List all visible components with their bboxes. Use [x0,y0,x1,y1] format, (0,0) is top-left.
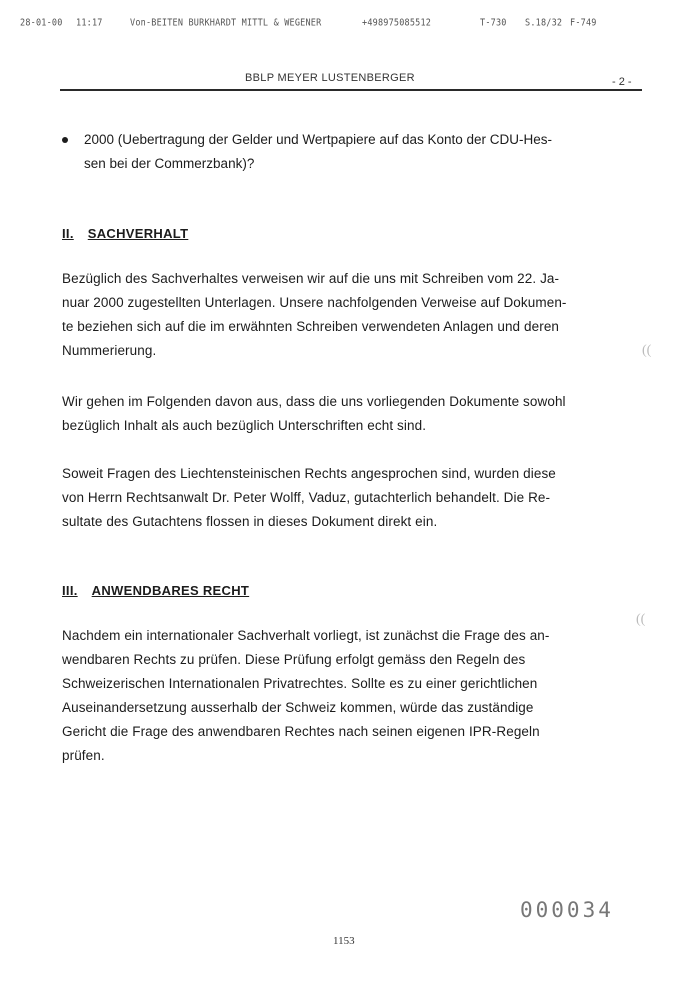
section-title: SACHVERHALT [87,226,189,241]
section-heading-anwendbares-recht [62,583,249,598]
section-number: II. [62,226,74,241]
fax-time: 11:17 [76,17,103,29]
paragraph [62,267,610,363]
fax-code: T-730 [480,17,507,29]
fax-pages: S.18/32 [525,17,563,29]
paragraph [62,462,610,534]
bullet-dot-icon [62,137,68,143]
paragraph-line: Wir gehen im Folgenden davon aus, dass die uns vorliegenden Dokumente sowohl [62,394,566,409]
bullet-line: 2000 (Uebertragung der Gelder und Wertpapiere auf das Konto der CDU-Hes- [84,132,553,147]
fax-id: F-749 [570,17,597,29]
paragraph-line: Gericht die Frage des anwendbaren Rechtes nach seinen eigenen IPR-Regeln [62,724,540,739]
paragraph-line: sultate des Gutachtens flossen in dieses Dokument direkt ein. [62,514,438,529]
bullet-item [62,128,602,176]
fax-date: 28-01-00 [20,17,63,29]
page-number: - 2 - [612,76,632,88]
section-heading-sachverhalt [62,226,188,241]
bullet-text [62,128,602,176]
paragraph [62,390,610,438]
paragraph-line: Auseinandersetzung ausserhalb der Schweiz kommen, würde das zuständige [62,700,534,715]
margin-mark-icon: (( [636,612,646,627]
paragraph-line: Bezüglich des Sachverhaltes verweisen wir auf die uns mit Schreiben vom 22. Ja- [62,271,560,286]
paragraph-line: bezüglich Inhalt als auch bezüglich Unterschriften echt sind. [62,418,427,433]
stamp-number: 000034 [520,898,614,922]
paragraph-line: von Herrn Rechtsanwalt Dr. Peter Wolff, Vaduz, gutachterlich behandelt. Die Re- [62,490,551,505]
paragraph-line: Nummerierung. [62,343,157,358]
paragraph-line: te beziehen sich auf die im erwähnten Schreiben verwendeten Anlagen und deren [62,319,560,334]
paragraph-line: Schweizerischen Internationalen Privatrechtes. Sollte es zu einer gerichtlichen [62,676,538,691]
header-rule [60,89,642,91]
paragraph-line: Soweit Fragen des Liechtensteinischen Rechts angesprochen sind, wurden diese [62,466,556,481]
letterhead-firm: BBLP MEYER LUSTENBERGER [245,72,415,84]
paragraph [62,624,610,768]
paragraph-line: wendbaren Rechts zu prüfen. Diese Prüfung erfolgt gemäss den Regeln des [62,652,526,667]
fax-sender: Von-BEITEN BURKHARDT MITTL & WEGENER [130,17,322,29]
paragraph-line: Nachdem ein internationaler Sachverhalt vorliegt, ist zunächst die Frage des an- [62,628,550,643]
paragraph-line: nuar 2000 zugestellten Unterlagen. Unsere nachfolgenden Verweise auf Dokumen- [62,295,567,310]
bullet-line: sen bei der Commerzbank)? [84,156,255,171]
section-number: III. [62,583,78,598]
section-title: ANWENDBARES RECHT [91,583,250,598]
fax-phone: +498975085512 [362,17,432,29]
paragraph-line: prüfen. [62,748,105,763]
margin-mark-icon: (( [642,343,652,358]
footer-number: 1153 [333,935,355,947]
